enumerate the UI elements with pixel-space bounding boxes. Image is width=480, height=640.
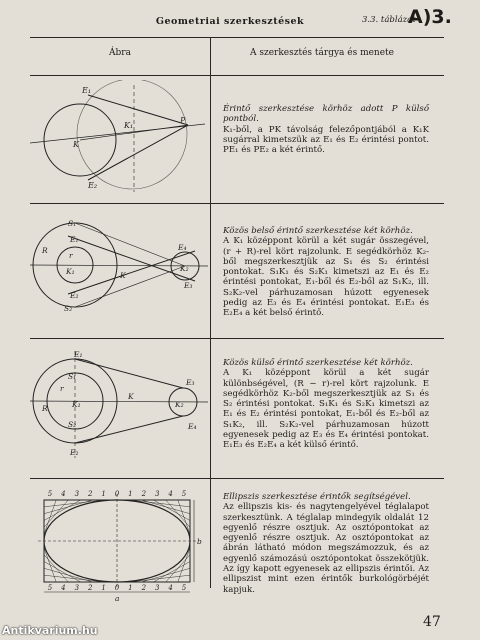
label-e4: E₄ — [178, 243, 187, 252]
scale-digit: 2 — [141, 584, 147, 592]
label-k2: K₂ — [175, 400, 184, 409]
label-e1: E₁ — [74, 350, 83, 359]
tangent-line — [44, 500, 56, 534]
tangent-line — [178, 548, 190, 582]
scale-digit: 3 — [74, 490, 80, 498]
tangent-line — [166, 555, 190, 582]
figure-internal-tangent — [30, 208, 208, 333]
scale-digit: 0 — [114, 490, 120, 498]
scale-digit: 4 — [168, 584, 173, 592]
label-axis-a: a — [115, 594, 120, 603]
figure-ellipse-tangents — [30, 484, 208, 604]
row-3-description — [223, 358, 429, 451]
label-e2: E₂ — [88, 181, 98, 190]
scale-digit: 3 — [154, 490, 160, 498]
label-e4: E₄ — [188, 422, 197, 431]
scale-digit: 1 — [101, 584, 106, 592]
row-4-title: Ellipszis szerkesztése érintők segítségével. — [223, 492, 411, 502]
scale-digit: 2 — [87, 490, 93, 498]
row-1-title: Érintő szerkesztése körhöz adott P külső pontból. — [223, 104, 429, 125]
page-number: 47 — [423, 614, 441, 630]
label-k: K — [128, 392, 134, 401]
column-divider — [210, 38, 211, 588]
label-p: P — [180, 116, 186, 125]
tangent-line — [44, 548, 56, 582]
label-e1: E₁ — [70, 235, 79, 244]
label-e2: E₂ — [70, 448, 79, 457]
label-e3: E₃ — [184, 281, 193, 290]
label-k2: K₂ — [180, 264, 189, 273]
row-2-description — [223, 226, 429, 319]
scale-digit: 4 — [61, 490, 66, 498]
scale-digit: 3 — [74, 584, 80, 592]
label-r-small: r — [69, 251, 73, 260]
row-4-description — [223, 492, 429, 595]
label-k1: K₁ — [72, 400, 81, 409]
row-1-description — [223, 104, 429, 155]
top-rule — [30, 37, 444, 38]
tangent-line — [166, 500, 190, 527]
scale-digit: 1 — [128, 490, 133, 498]
tangent-line — [44, 500, 68, 527]
label-k1: K₁ — [66, 267, 75, 276]
scale-digit: 4 — [168, 490, 173, 498]
label-k: K — [73, 140, 79, 149]
scale-digit: 1 — [128, 584, 133, 592]
label-e2: E₂ — [70, 291, 79, 300]
row-divider — [30, 478, 444, 479]
row-1-body: K₁-ből, a PK távolság felezőpontjából a K₁K sugárral kimetszük az E₁ és E₂ érintési pontot. PE₁ és PE₂ a két érintő. — [223, 124, 429, 156]
row-4-body: Az ellipszis kis- és nagytengelyével téglalapot szerkesztünk. A téglalap mindegyik oldalát 12 egyenlő részre osztjuk. Az osztópontokat az egyenlő részre osztjuk. Az osztópontokat az ábrán látható módon megszámozzuk, és az egyenlő számozású osztópontokat összekötjük. Az így kapott egyenesek az ellipszis érintői. Az ellipszist mint ezen érintők burkológörbéjét kapjuk. — [223, 502, 429, 595]
tangent-line — [44, 500, 81, 521]
row-3-body: A K₁ középpont körül a két sugár különbségével, (R − r)-rel kört rajzolunk. E segédkörhöz K₂-ből megszerkesztjük az S₁ és S₂ érintési pontokat. S₁K₁ és S₂K₁ kimetszi az E₁ és E₂ érintési pontokat, E₁-ből és E₂-ből az S₁K₂, ill. S₂K₂-vel párhuzamosan húzott egyenesek pedig az E₃ és E₄ érintési pontokat. E₁E₃ és E₂E₄ a két külső érintő. — [223, 368, 429, 451]
tangent-line — [154, 500, 191, 521]
label-k: K — [120, 271, 126, 280]
scale-digit: 2 — [87, 584, 93, 592]
row-divider — [30, 203, 444, 204]
figure-tangent-from-point — [30, 80, 208, 198]
tangent-line — [44, 562, 81, 583]
watermark: Antikvarium.hu — [2, 624, 98, 637]
label-r-big: R — [42, 246, 48, 255]
label-s2: S₂ — [64, 304, 73, 313]
scale-digit: 5 — [47, 490, 53, 498]
column-header-description: A szerkesztés tárgya és menete — [250, 48, 394, 58]
scale-digit: 4 — [61, 584, 66, 592]
scale-digit: 2 — [141, 490, 147, 498]
row-2-title: Közös belső érintő szerkesztése két körhöz. — [223, 226, 413, 236]
scale-digit: 1 — [101, 490, 106, 498]
section-code: A)3. — [408, 6, 452, 28]
row-2-body: A K₁ középpont körül a két sugár összegével, (r + R)-rel kört rajzolunk. E segédkörhöz K₂-ből megszerkesztjük az S₁ és S₂ érintési pontokat. S₁K₁ és S₂K₁ kimetszi az E₁ és E₂ érintési pontokat, E₁-ből és E₂-ből az S₁K₂, ill. S₂K₂-vel párhuzamosan húzott egyenesek pedig az E₃ és E₄ érintési pontokat. E₁E₃ és E₂E₄ a két belső érintő. — [223, 236, 429, 319]
label-e1: E₁ — [82, 86, 92, 95]
label-k1: K₁ — [124, 121, 134, 130]
row-3-title: Közös külső érintő szerkesztése két körhöz. — [223, 358, 413, 368]
label-r-big: R — [42, 404, 48, 413]
label-r-small: r — [60, 384, 64, 393]
tangent-line — [178, 500, 190, 534]
scale-digit: 3 — [154, 584, 160, 592]
row-divider — [30, 338, 444, 339]
scale-digit: 5 — [181, 584, 187, 592]
label-s1: S₁ — [68, 372, 77, 381]
scale-digit: 5 — [181, 490, 187, 498]
tangent-line — [44, 555, 68, 582]
label-s2: S₂ — [68, 420, 77, 429]
label-axis-b: b — [197, 537, 202, 546]
scale-digit: 5 — [47, 584, 53, 592]
label-e3: E₃ — [186, 378, 195, 387]
header-rule — [30, 75, 444, 76]
page-title: Geometriai szerkesztések — [155, 16, 305, 27]
column-header-figure: Ábra — [109, 48, 131, 58]
figure-external-tangent — [30, 343, 208, 473]
scale-digit: 0 — [114, 584, 120, 592]
tangent-line — [154, 562, 191, 583]
table-reference: 3.3. táblázat — [362, 15, 416, 25]
label-s1: S₁ — [68, 219, 77, 228]
